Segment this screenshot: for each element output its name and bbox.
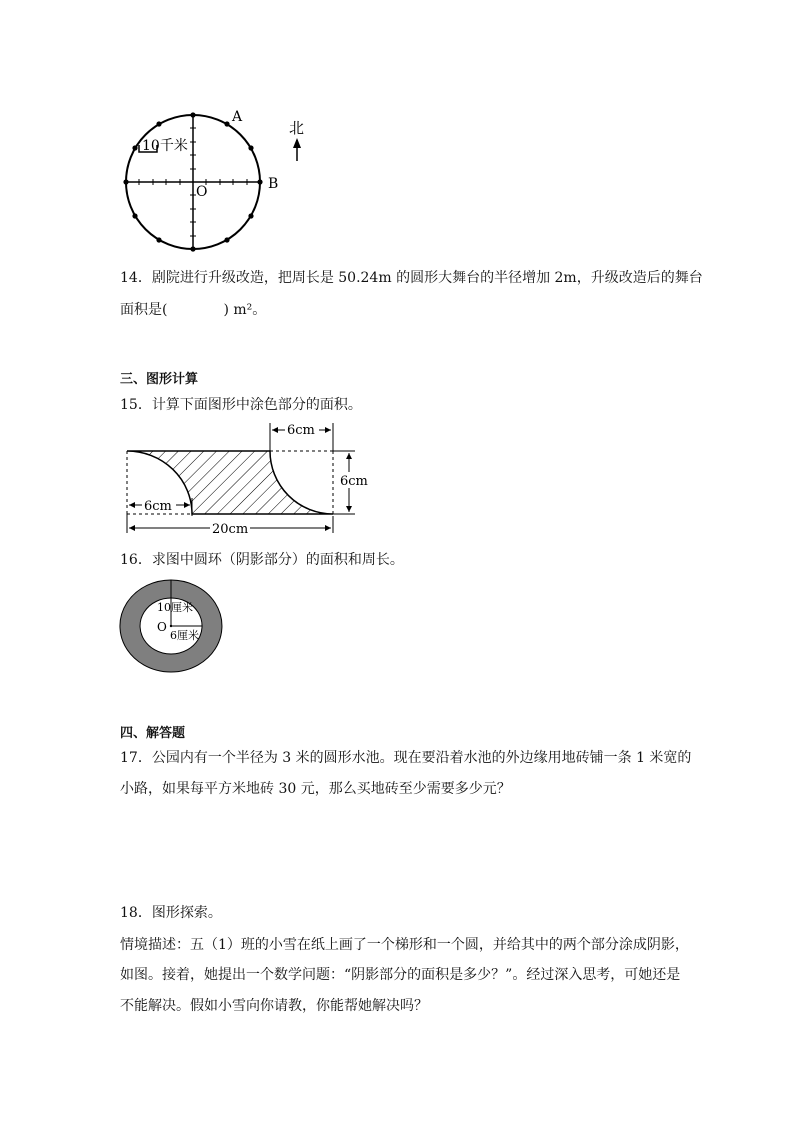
- q16-ring-figure: [118, 576, 228, 676]
- north-arrow-head-icon: [293, 138, 301, 148]
- scale-label: 10千米: [142, 138, 188, 154]
- q15-shaded-figure: [120, 420, 380, 540]
- q16-text: 16．求图中圆环（阴影部分）的面积和周长。: [120, 552, 404, 568]
- point-a-label: A: [232, 109, 243, 125]
- inner-radius-label: 6厘米: [170, 629, 199, 642]
- center-o-label: O: [196, 184, 208, 200]
- total-width-label: 20cm: [212, 522, 249, 537]
- q17-line-2: 小路，如果每平方米地砖 30 元，那么买地砖至少需要多少元？: [120, 781, 511, 797]
- center-label: O: [157, 620, 167, 634]
- outer-radius-label: 10厘米: [157, 601, 193, 614]
- point-b-label: B: [268, 176, 279, 192]
- section-4-title: 四、解答题: [120, 726, 186, 741]
- q18-line-2: 如图。接着，她提出一个数学问题：“阴影部分的面积是多少？”。经过深入思考，可她还是: [120, 967, 681, 983]
- right-height-label: 6cm: [340, 474, 368, 489]
- q17-line-1: 17．公园内有一个半径为 3 米的圆形水池。现在要沿着水池的外边缘用地砖铺一条 1 米宽的: [120, 750, 692, 766]
- bottom-left-width-label: 6cm: [144, 499, 172, 514]
- top-width-label: 6cm: [287, 423, 315, 438]
- q18-title: 18．图形探索。: [120, 905, 222, 921]
- section-3-title: 三、图形计算: [120, 372, 199, 387]
- q18-line-3: 不能解决。假如小雪向你请教，你能帮她解决吗？: [120, 998, 428, 1014]
- q18-line-1: 情境描述：五（1）班的小雪在纸上画了一个梯形和一个圆，并给其中的两个部分涂成阴影，: [120, 937, 689, 953]
- q14-line-1: 14．剧院进行升级改造，把周长是 50.24m 的圆形大舞台的半径增加 2m，升级改造后的舞台: [120, 270, 703, 286]
- q13-circle-map-figure: [115, 100, 315, 260]
- q14-line-2: 面积是( ) m²。: [120, 302, 267, 318]
- north-label: 北: [289, 119, 305, 137]
- q15-text: 15．计算下面图形中涂色部分的面积。: [120, 397, 362, 413]
